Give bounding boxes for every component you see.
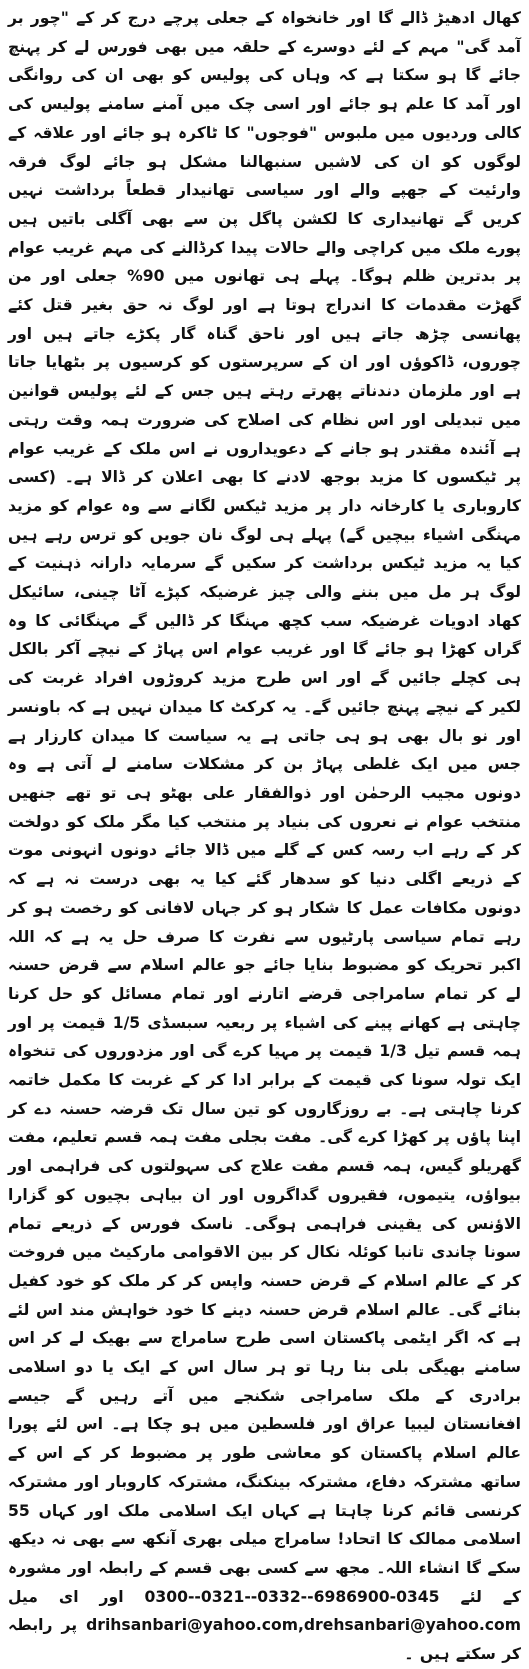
article-body-text: کھال ادھیڑ ڈالے گا اور خانخواہ کے جعلی پرچے درج کر کے "چور بر آمد گی" مہم کے لئے دوسرے کے حلقہ میں بھی فورس لے کر پہنچ جائے گا ہو سکتا ہے کہ وہاں کی پولیس کو بھی ان کی روانگی اور آمد کا علم ہو جائے اور اسی چک میں آمنے سامنے پولیس کی کالی وردیوں میں ملبوس "فوجوں" کا ٹاکرہ ہو جائے اور علاقہ کے لوگوں کو ان کی لاشیں سنبھالنا مشکل ہو جائے لوگ فرقہ وارئیت کے جھپے والے اور سیاسی تھانیدار قطعاً برداشت نہیں کریں گے تھانیداری کا لکشن پاگل پن سے بھی آگلی باتیں ہیں پورے ملک میں کراچی والے حالات پیدا کرڈالنے کی مہم غریب عوام پر بدترین ظلم ہوگا۔ پہلے ہی تھانوں میں 90% جعلی اور من گھڑت مقدمات کا اندراج ہوتا ہے اور لوگ نہ حق بغیر قتل کئے پھانسی چڑھ جاتے ہیں اور ناحق گناہ گار پکڑے جاتے ہیں اور چوروں، ڈاکوؤں اور ان کے سرپرستوں کو کرسیوں پر بٹھایا جاتا ہے اور ملزمان دندناتے پھرتے رہتے ہیں جس کے لئے پولیس قوانین میں تبدیلی اور اس نظام کی اصلاح کی ضرورت ہمہ وقت رہتی ہے آئندہ مقتدر ہو جانے کے دعویداروں نے اس ملک کے غریب عوام پر ٹیکسوں کا مزید بوجھ لادنے کا بھی اعلان کر ڈالا ہے۔ (کسی کاروباری یا کارخانہ دار پر مزید ٹیکس لگانے سے وہ عوام کو مزید مہنگی اشیاء بیچیں گے) پہلے ہی لوگ نان جویں کو ترس رہے ہیں کیا یہ مزید ٹیکس برداشت کر سکیں گے سرمایہ دارانہ ذہنیت کے لوگ ہر مل میں بننے والی چیز غرضیکہ کپڑے آٹا چینی، سائیکل کھاد ادویات غرضیکہ سب کچھ مہنگا کر ڈالیں گے مہنگائی کا وہ گراں کھڑا ہو جائے گا اور غریب عوام اس پہاڑ کے نیچے آکر بالکل ہی کچلے جائیں گے اور اس طرح مزید کروڑوں افراد غربت کی لکیر کے نیچے پہنچ جائیں گے۔ یہ کرکٹ کا میدان نہیں ہے کہ باونسر اور نو بال بھی ہو ہی جاتی ہے یہ سیاست کا میدان کارزار ہے جس میں ایک غلطی پہاڑ بن کر مشکلات سامنے لے آتی ہے وہ دونوں مجیب الرحمٰن اور ذوالفقار علی بھٹو ہی تو تھے جنھیں منتخب عوام نے نعروں کی بنیاد پر منتخب کیا مگر ملک کو دولخت کر کے رہے اب رسہ کس کے گلے میں ڈالا جائے دونوں انہونی موت کے ذریعے اگلی دنیا کو سدھار گئے کیا یہ بھی درست نہ ہے کہ دونوں مکافات عمل کا شکار ہو کر جہاں لافانی کو رخصت ہو کر رہے تمام سیاسی پارٹیوں سے نفرت کا صرف حل یہ ہے کہ اللہ اکبر تحریک کو مضبوط بنایا جائے جو عالم اسلام سے قرض حسنہ لے کر تمام سامراجی قرضے اتارنے اور تمام مسائل کو حل کرنا چاہتی ہے کھانے پینے کی اشیاء پر ربعیہ سبسڈی 1/5 قیمت پر اور ہمہ قسم تیل 1/3 قیمت پر مہیا کرے گی اور مزدوروں کی تنخواہ ایک تولہ سونا کی قیمت کے برابر ادا کر کے غربت کا مکمل خاتمہ کرنا چاہتی ہے۔ بے روزگاروں کو تین سال تک قرضہ حسنہ دے کر اپنا پاؤں پر کھڑا کرے گی۔ مفت بجلی مفت ہمہ قسم تعلیم، مفت گھریلو گیس، ہمہ قسم مفت علاج کی سہولتوں کی فراہمی اور بیواؤں، یتیموں، فقیروں گداگروں اور ان بیاہی بچیوں کو گزارا الاؤنس کی یقینی فراہمی ہوگی۔ ناسک فورس کے ذریعے تمام سونا چاندی تانبا کوئلہ نکال کر بین الاقوامی مارکیٹ میں فروخت کر کے عالم اسلام کے قرض حسنہ واپس کر کر ملک کو خود کفیل بنائے گی۔ عالم اسلام قرض حسنہ دینے کا خود خواہش مند اس لئے ہے کہ اگر ایٹمی پاکستان اسی طرح سامراج سے بھیک لے کر اس سامنے بھیگی بلی بنا رہا تو ہر سال اس کے ایک یا دو اسلامی برادری کے ملک سامراجی شکنجے میں آتے رہیں گے جیسے افغانستان لیبیا عراق اور فلسطین میں ہو چکا ہے۔ اس لئے پورا عالم اسلام پاکستان کو معاشی طور پر مضبوط کر کے اس کے ساتھ مشترکہ دفاع، مشترکہ بینکنگ، مشترکہ کاروبار اور مشترکہ کرنسی قائم کرنا چاہتا ہے کہاں ایک اسلامی ملک اور کہاں 55 اسلامی ممالک کا اتحاد! سامراج میلی بھری آنکھ سے بھی نہ دیکھ سکے گا انشاء اللہ۔ مجھ سے کسی بھی قسم کے رابطہ اور مشورہ کے لئے 0345-6986900--0332--0321--0300 اور ای میل drihsanbari@yahoo.com,drehsanbari@yahoo.com پر رابطہ کر سکتے ہیں ۔ (8, 9, 521, 1664)
